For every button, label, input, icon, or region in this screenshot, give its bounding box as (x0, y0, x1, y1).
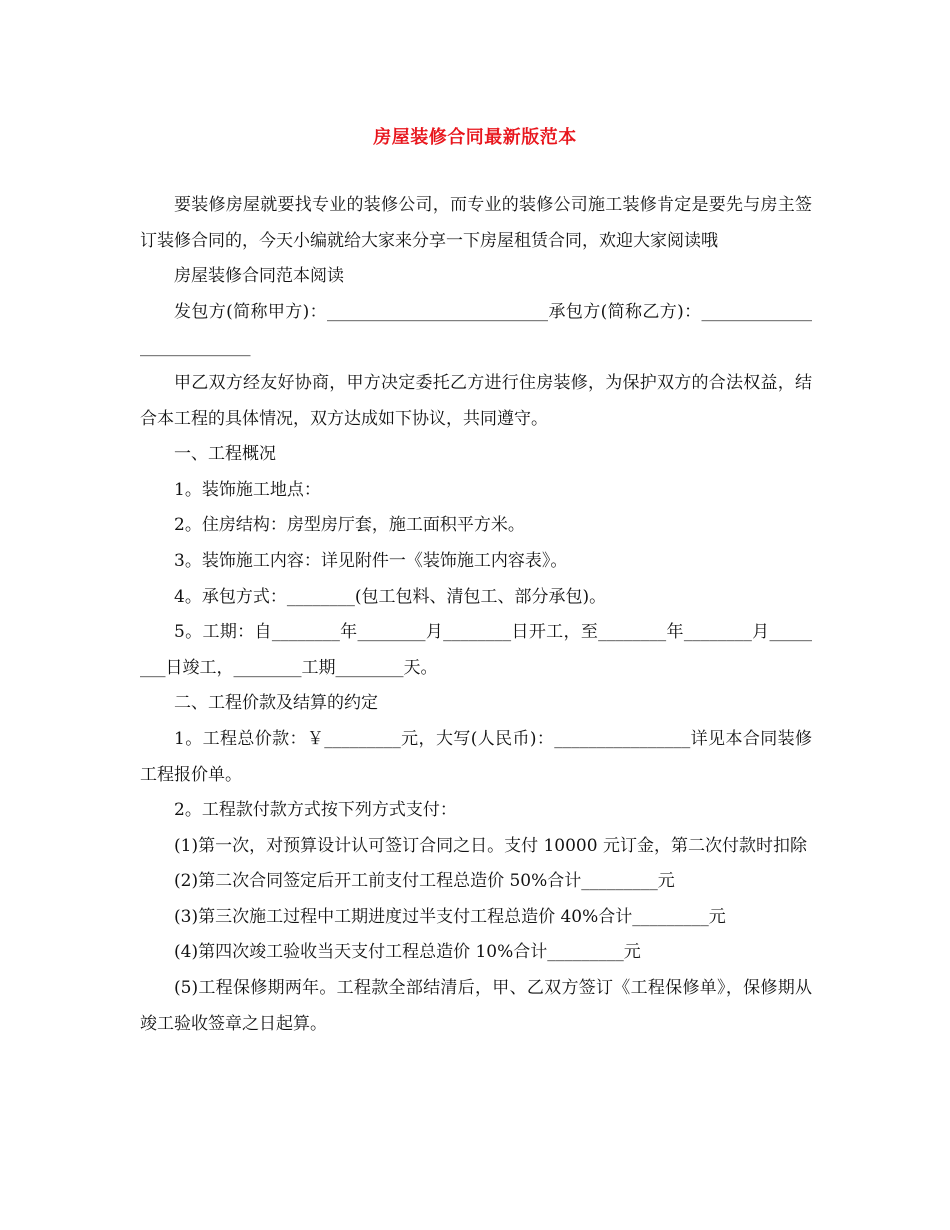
payment-item-5: (5)工程保修期两年。工程款全部结清后，甲、乙双方签订《工程保修单》，保修期从竣工验收签章之日起算。 (140, 978, 812, 1034)
parties-paragraph: 发包方(简称甲方)：__________________________承包方(简称乙方)：__________________________ (140, 301, 812, 358)
document-title: 房屋装修合同最新版范本 (373, 127, 577, 148)
clause-2-2: 2。工程款付款方式按下列方式支付： (174, 800, 457, 821)
clause-1-1: 1。装饰施工地点： (174, 479, 321, 500)
clause-1-5: 5。工期：自________年________月________日开工，至________年________月________日竣工，________工期________天。 (140, 622, 812, 678)
intro-paragraph: 要装修房屋就要找专业的装修公司，而专业的装修公司施工装修肯定是要先与房主签订装修合同的，今天小编就给大家来分享一下房屋租赁合同，欢迎大家阅读哦 (140, 195, 812, 251)
document-body (140, 188, 812, 1042)
payment-item-2: (2)第二次合同签定后开工前支付工程总造价 50%合计_________元 (174, 871, 675, 892)
clause-1-4: 4。承包方式：________(包工包料、清包工、部分承包)。 (174, 586, 607, 607)
payment-item-1: (1)第一次，对预算设计认可签订合同之日。支付 10000 元订金，第二次付款时扣除 (174, 835, 807, 856)
section-heading-2: 二、工程价款及结算的约定 (174, 693, 378, 714)
payment-item-4: (4)第四次竣工验收当天支付工程总造价 10%合计_________元 (174, 942, 641, 963)
section-heading-1: 一、工程概况 (174, 444, 276, 465)
clause-1-2: 2。住房结构：房型房厅套，施工面积平方米。 (174, 515, 525, 536)
clause-1-3: 3。装饰施工内容：详见附件一《装饰施工内容表》。 (174, 550, 568, 571)
clause-2-1: 1。工程总价款：￥_________元，大写(人民币)：________________详见本合同装修工程报价单。 (140, 728, 812, 785)
agreement-paragraph: 甲乙双方经友好协商，甲方决定委托乙方进行住房装修，为保护双方的合法权益，结合本工程的具体情况，双方达成如下协议，共同遵守。 (140, 372, 812, 429)
subtitle-paragraph: 房屋装修合同范本阅读 (174, 266, 344, 287)
payment-item-3: (3)第三次施工过程中工期进度过半支付工程总造价 40%合计_________元 (174, 906, 726, 927)
